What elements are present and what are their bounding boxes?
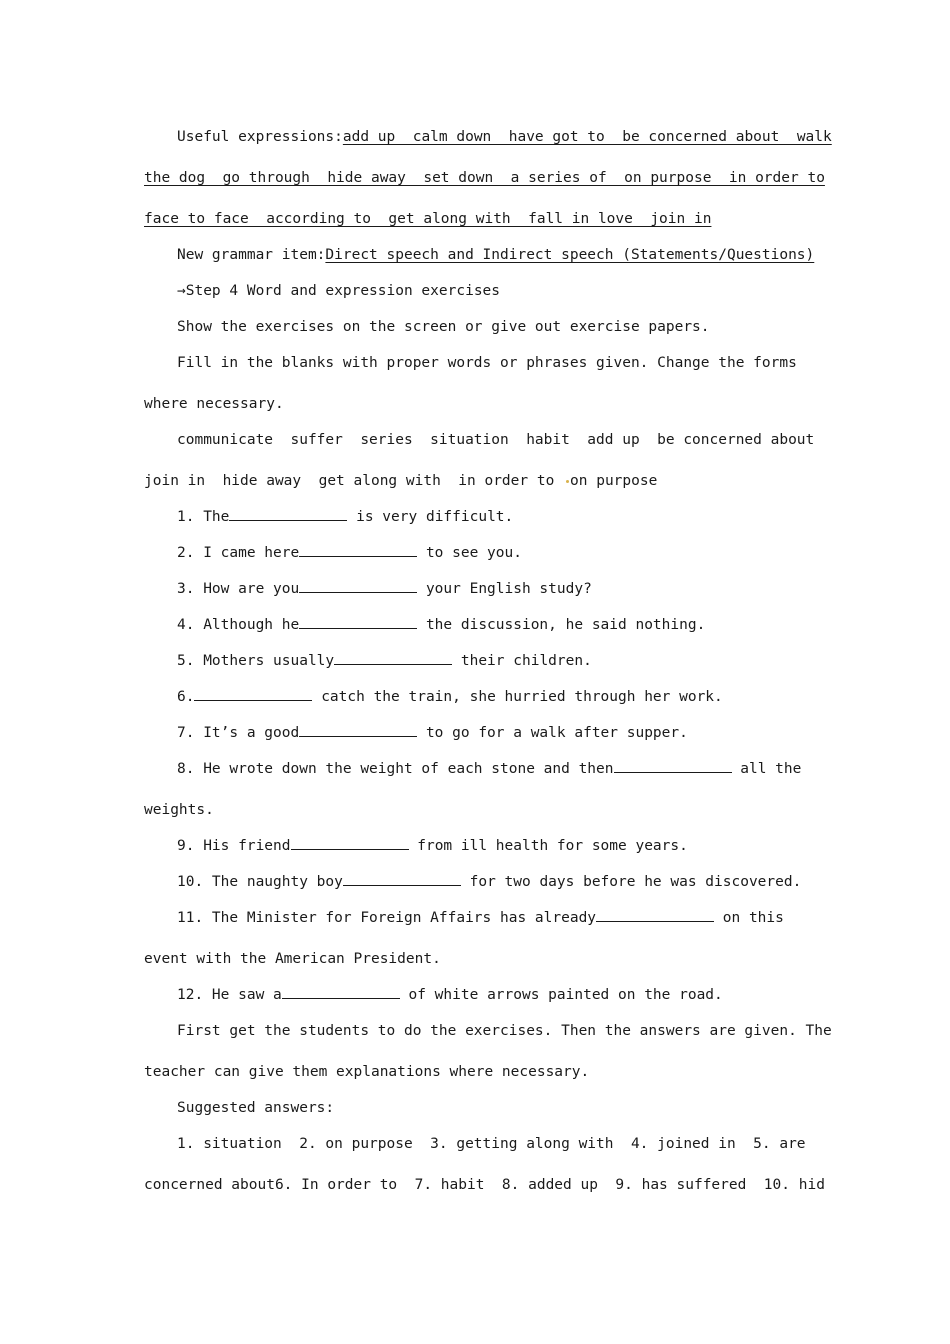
exercise-item: 12. He saw a of white arrows painted on the road. bbox=[177, 984, 807, 1006]
grammar-label: New grammar item: bbox=[177, 247, 326, 263]
answer-blank[interactable] bbox=[194, 686, 312, 701]
answer-blank[interactable] bbox=[282, 984, 400, 999]
grammar-item-line bbox=[177, 244, 815, 266]
answer-blank[interactable] bbox=[299, 614, 417, 629]
exercise-item: 3. How are you your English study? bbox=[177, 578, 807, 600]
useful-expressions-list-3: face to face according to get along with fall in love join in bbox=[144, 211, 712, 227]
exercise-item: 10. The naughty boy for two days before he was discovered. bbox=[177, 871, 807, 893]
arrow-icon: → bbox=[177, 283, 186, 299]
answers-label: Suggested answers: bbox=[177, 1100, 335, 1116]
exercise-item: 11. The Minister for Foreign Affairs has already on this bbox=[177, 907, 807, 929]
exercise-item: 4. Although he the discussion, he said nothing. bbox=[177, 614, 807, 636]
exercise-item: 2. I came here to see you. bbox=[177, 542, 807, 564]
word-bank-line-2: join in hide away get along with in order to on purpose bbox=[144, 473, 658, 489]
step-title: Step 4 Word and expression exercises bbox=[185, 283, 501, 299]
answer-blank[interactable] bbox=[299, 722, 417, 737]
exercise-item: 8. He wrote down the weight of each stone and then all the bbox=[177, 758, 807, 780]
fill-instruction-1: Fill in the blanks with proper words or phrases given. Change the forms bbox=[177, 355, 797, 371]
grammar-value: Direct speech and Indirect speech (Statements/Questions) bbox=[325, 247, 815, 263]
answer-blank[interactable] bbox=[343, 871, 461, 886]
fill-instruction-2: where necessary. bbox=[144, 396, 284, 412]
exercise-continuation: event with the American President. bbox=[144, 951, 441, 967]
answers-line-1: 1. situation 2. on purpose 3. getting along with 4. joined in 5. are bbox=[177, 1136, 806, 1152]
useful-expressions-list-2: the dog go through hide away set down a series of on purpose in order to bbox=[144, 170, 825, 186]
useful-expressions-line bbox=[177, 126, 832, 148]
answer-blank[interactable] bbox=[596, 907, 714, 922]
useful-expressions-label: Useful expressions: bbox=[177, 129, 343, 145]
answer-blank[interactable] bbox=[299, 578, 417, 593]
answers-line-2: concerned about6. In order to 7. habit 8. added up 9. has suffered 10. hid bbox=[144, 1177, 825, 1193]
answer-blank[interactable] bbox=[291, 835, 409, 850]
exercise-item: 1. The is very difficult. bbox=[177, 506, 807, 528]
exercise-item: 7. It’s a good to go for a walk after supper. bbox=[177, 722, 807, 744]
exercise-item: 6. catch the train, she hurried through her work. bbox=[177, 686, 807, 708]
exercise-continuation: weights. bbox=[144, 802, 214, 818]
answer-blank[interactable] bbox=[614, 758, 732, 773]
closing-line-2: teacher can give them explanations where necessary. bbox=[144, 1064, 590, 1080]
stray-dot-mark bbox=[566, 480, 569, 483]
show-instruction: Show the exercises on the screen or give out exercise papers. bbox=[177, 319, 710, 335]
answer-blank[interactable] bbox=[299, 542, 417, 557]
answer-blank[interactable] bbox=[229, 506, 347, 521]
closing-line-1: First get the students to do the exercises. Then the answers are given. The bbox=[177, 1023, 832, 1039]
exercise-item: 5. Mothers usually their children. bbox=[177, 650, 807, 672]
exercise-item: 9. His friend from ill health for some years. bbox=[177, 835, 807, 857]
answer-blank[interactable] bbox=[334, 650, 452, 665]
word-bank-line-1: communicate suffer series situation habit add up be concerned about bbox=[177, 432, 815, 448]
useful-expressions-list-1: add up calm down have got to be concerned about walk bbox=[342, 129, 832, 145]
step-heading bbox=[177, 280, 807, 302]
